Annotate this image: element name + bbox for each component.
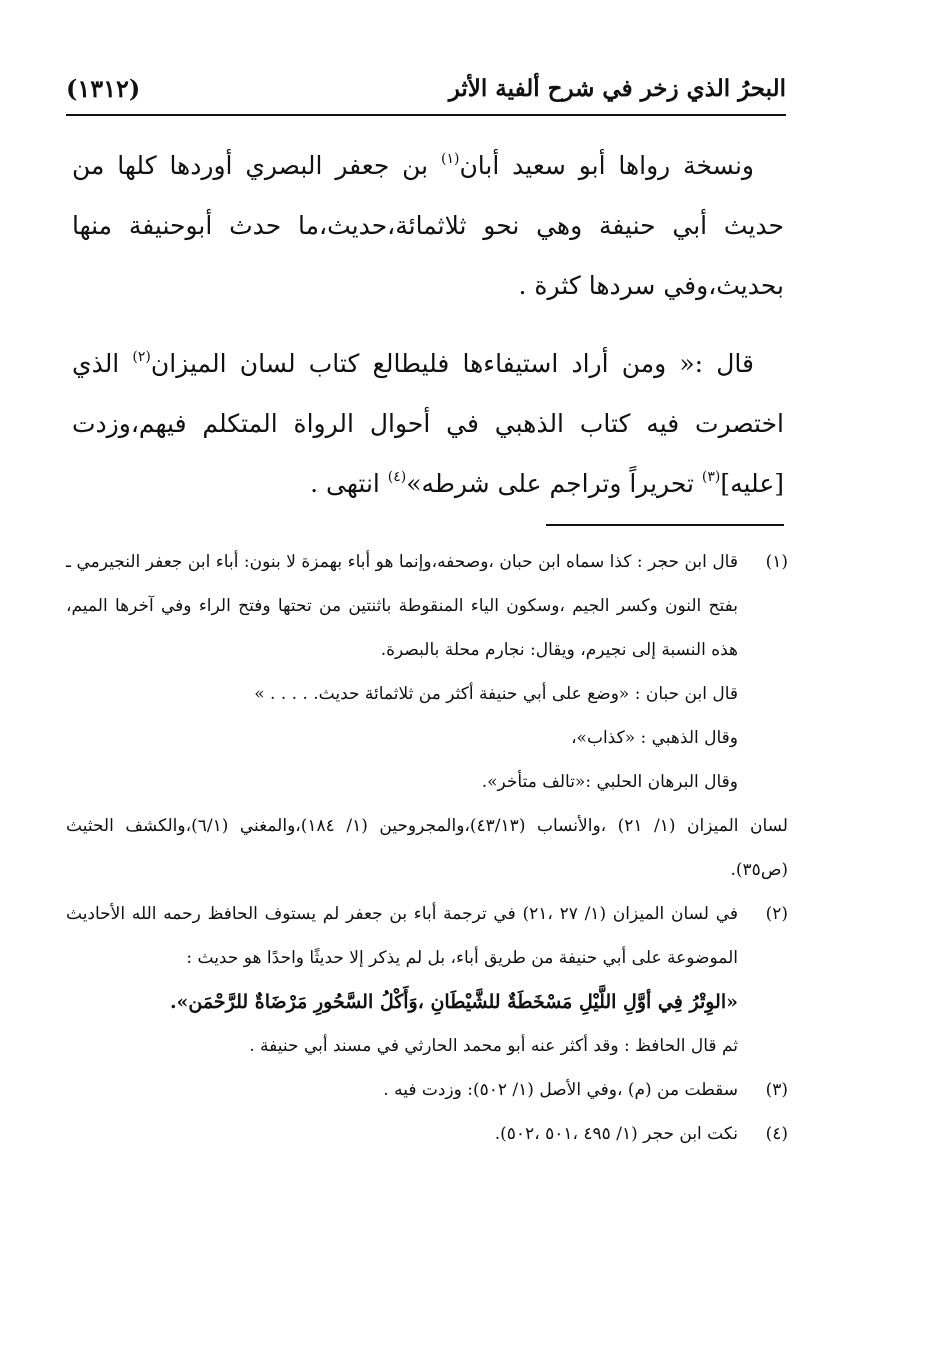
footnote-4: [66, 1112, 788, 1156]
paragraph-2-text-c: تحريراً وتراجم على شرطه»: [406, 469, 702, 498]
footnote-ref-1: (١): [440, 150, 460, 167]
footnote-1: [66, 540, 788, 804]
footnote-line: قال ابن حبان : «وضع على أبي حنيفة أكثر من ثلاثمائة حديث. . . . . »: [254, 684, 738, 704]
footnote-number: (٣): [765, 1080, 788, 1100]
page-header: [66, 68, 786, 108]
paragraph-2-text-b: الذي اختصرت فيه كتاب الذهبي في أحوال الرواة المتكلم فيهم،وزدت [عليه]: [72, 349, 784, 498]
paragraph-2-text-d: انتهى .: [310, 469, 388, 498]
running-title: البحرُ الذي زخر في شرح ألفية الأثر: [448, 74, 786, 102]
footnotes: [66, 540, 788, 1156]
footnote-number: (٤): [765, 1124, 788, 1144]
footnote-text: نكت ابن حجر (١/ ٤٩٥ ،٥٠١ ،٥٠٢).: [494, 1124, 738, 1144]
footnote-body: [66, 1112, 738, 1156]
footnote-body: [66, 892, 738, 1068]
footnote-text: في لسان الميزان (١/ ٢٧ ،٢١) في ترجمة أباء بن جعفر لم يستوف الحافظ رحمه الله الأحاديث الموضوعة على أبي حنيفة من طريق أباء، بل لم يذكر إلا حديثًا واحدًا هو حديث :: [66, 904, 738, 968]
footnote-number: (٢): [765, 904, 788, 924]
footnote-line: وقال الذهبي : «كذاب»،: [571, 728, 738, 748]
footnote-1-sources: [66, 804, 788, 892]
footnote-ref-4: (٤): [387, 468, 407, 485]
footnote-text: قال ابن حجر : كذا سماه ابن حبان ،وصحفه،وإنما هو أباء بهمزة لا بنون: أباء ابن جعفر النجيرمي ـ بفتح النون وكسر الجيم ،وسكون الياء المنقوطة باثنتين من تحتها وفتح الراء وفي آخرها الميم، هذه النسبة إلى نجيرم، ويقال: نجارم محلة بالبصرة.: [66, 552, 738, 660]
main-text: [72, 136, 784, 532]
footnote-ref-2: (٢): [132, 348, 151, 365]
paragraph-1-text-b: بن جعفر البصري أوردها كلها من حديث أبي حنيفة وهي نحو ثلاثمائة،حديث،ما حدث أبوحنيفة منها بحديث،وفي سردها كثرة .: [72, 151, 784, 300]
footnote-body: [66, 540, 738, 804]
footnote-line: ثم قال الحافظ : وقد أكثر عنه أبو محمد الحارثي في مسند أبي حنيفة .: [249, 1036, 738, 1056]
paragraph-2-text-a: قال :« ومن أراد استيفاءها فليطالع كتاب لسان الميزان: [150, 349, 755, 378]
footnote-sources-line: لسان الميزان (١/ ٢١) ،والأنساب (٤٣/١٣)،والمجروحين (١/ ١٨٤)،والمغني (٦/١)،والكشف الحثيث (ص٣٥).: [66, 816, 788, 880]
hadith-quote: «الوِتْرُ فِي أوَّلِ اللَّيْلِ مَسْخَطَةٌ للشَّيْطَانِ ،وَأَكْلُ السَّحُورِ مَرْضَاةٌ للرَّحْمَن».: [169, 991, 738, 1013]
paragraph-2: [72, 334, 784, 514]
footnote-line: وقال البرهان الحلبي :«تالف متأخر».: [481, 772, 738, 792]
footnote-body: [66, 1068, 738, 1112]
page-number: (١٣١٢): [66, 73, 141, 103]
footnote-body: [66, 804, 788, 892]
paragraph-1-text-a: ونسخة رواها أبو سعيد أبان: [459, 151, 754, 180]
footnote-text: سقطت من (م) ،وفي الأصل (١/ ٥٠٢): وزدت فيه .: [383, 1080, 738, 1100]
footnote-ref-3: (٣): [701, 468, 721, 485]
footnote-3: [66, 1068, 788, 1112]
footnote-number: (١): [765, 552, 788, 572]
footnote-separator: [546, 524, 784, 526]
header-rule: [66, 114, 786, 116]
paragraph-1: [72, 136, 784, 316]
footnote-2: [66, 892, 788, 1068]
